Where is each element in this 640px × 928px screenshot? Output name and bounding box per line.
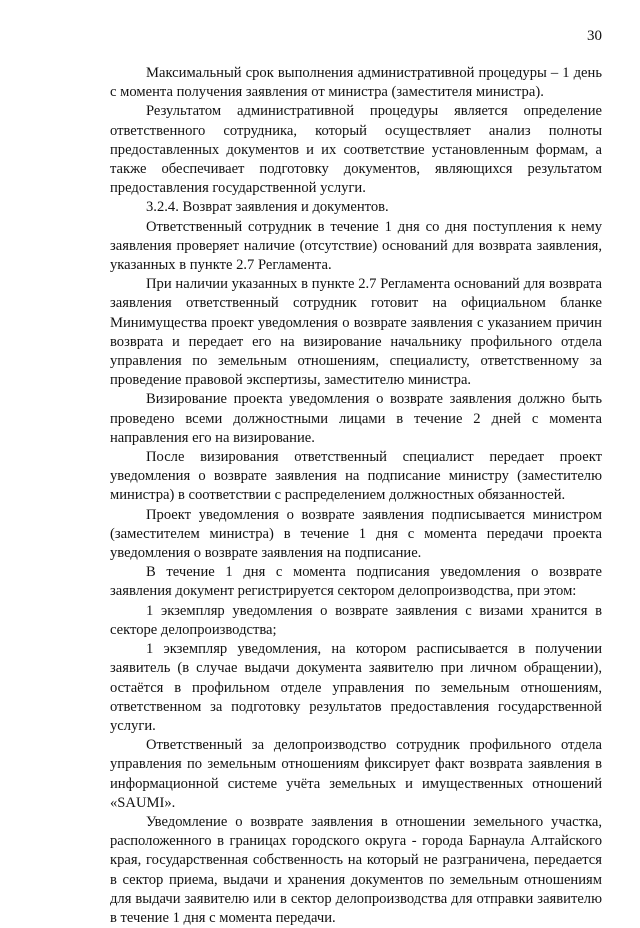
- paragraph: Ответственный сотрудник в течение 1 дня со дня поступления к нему заявления проверяет наличие (отсутствие) оснований для возврата заявления, указанных в пункте 2.7 Регламента.: [110, 218, 602, 274]
- paragraph: Проект уведомления о возврате заявления подписывается министром (заместителем министра) в течение 1 дня с момента передачи проекта уведомления о возврате заявления на подписание.: [110, 506, 602, 562]
- document-body: [110, 64, 602, 928]
- section-heading: 3.2.4. Возврат заявления и документов.: [146, 199, 389, 216]
- paragraph: После визирования ответственный специалист передает проект уведомления о возврате заявления на подписание министру (заместителю министра) в соответствии с распределением должностных обязанностей.: [110, 449, 602, 504]
- paragraph: Максимальный срок выполнения административной процедуры – 1 день с момента получения заявления от министра (заместителя министра).: [110, 65, 602, 101]
- list-item: 1 экземпляр уведомления, на котором расписывается в получении заявитель (в случае выдачи документа заявителю при личном обращении), остаётся в профильном отделе управления по земельным отношениям, ответственном за подготовку результатов предоставления государственной услуги.: [110, 641, 602, 734]
- paragraph: Ответственный за делопроизводство сотрудник профильного отдела управления по земельным отношениям фиксирует факт возврата заявления в информационной системе учёта земельных и имущественных отношений «SAUMI».: [110, 737, 602, 811]
- paragraph: При наличии указанных в пункте 2.7 Регламента оснований для возврата заявления ответственный сотрудник готовит на официальном бланке Минимущества проект уведомления о возврате заявления с указанием причин возврата и передает его на визирование начальнику профильного отдела управления по земельным отношениям, специалисту, ответственному за проведение правовой экспертизы, заместителю министра.: [110, 276, 602, 389]
- paragraph: Уведомление о возврате заявления в отношении земельного участка, расположенного в границах городского округа - города Барнаула Алтайского края, государственная собственность на который не разграничена, передается в сектор приема, выдачи и хранения документов по земельным отношениям для выдачи заявителю или в сектор делопроизводства для отправки заявителю в течение 1 дня с момента передачи.: [110, 813, 602, 926]
- paragraph: В течение 1 дня с момента подписания уведомления о возврате заявления документ регистрируется сектором делопроизводства, при этом:: [110, 564, 602, 600]
- paragraph: Результатом административной процедуры является определение ответственного сотрудника, который осуществляет анализ полноты предоставленных документов и их соответствие установленным формам, а также обеспечивает подготовку документов, являющихся результатом предоставления государственной услуги.: [110, 103, 602, 197]
- list-item: 1 экземпляр уведомления о возврате заявления с визами хранится в секторе делопроизводства;: [110, 602, 602, 638]
- paragraph: Визирование проекта уведомления о возврате заявления должно быть проведено всеми должностными лицами в течение 2 дней с момента направления его на визирование.: [110, 391, 602, 446]
- page-number: 30: [587, 28, 602, 44]
